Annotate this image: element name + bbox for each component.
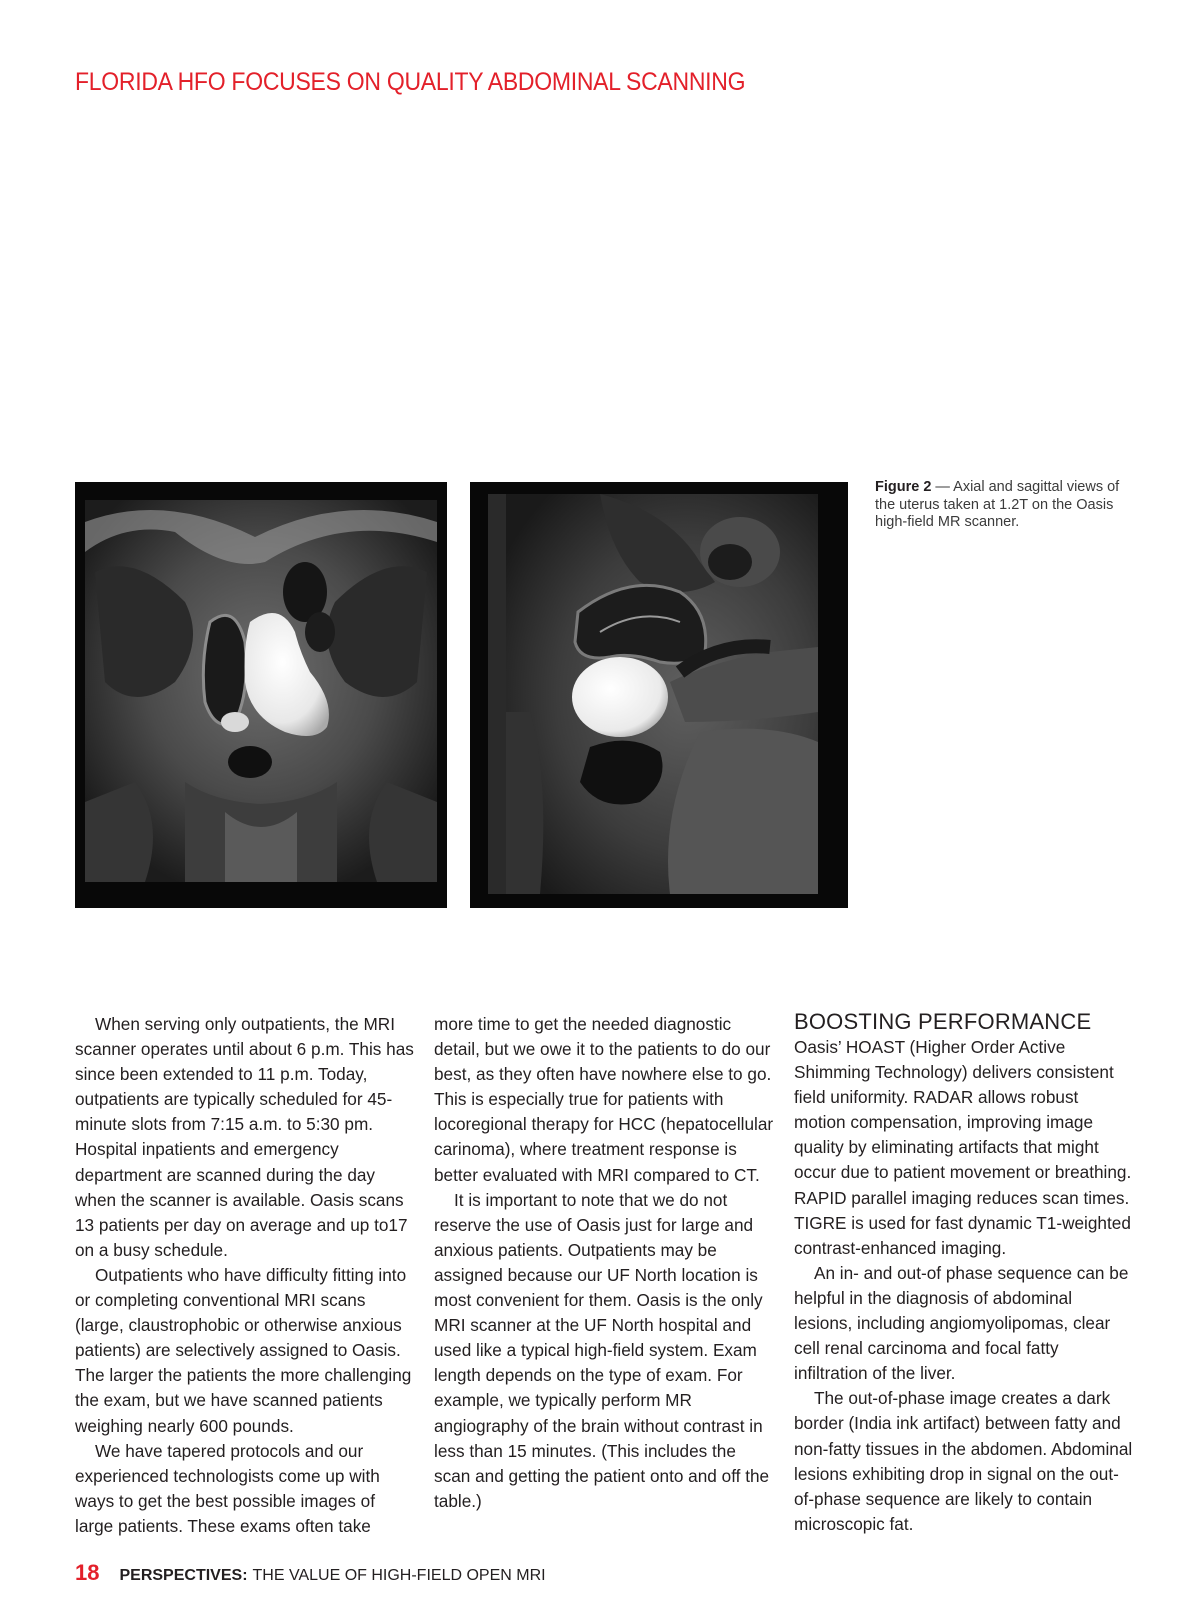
figure-label: Figure 2 <box>875 479 932 495</box>
paragraph: Outpatients who have difficulty fitting into or completing conventional MRI scans (large, claustrophobic or otherwise anxious patients) are selectively assigned to Oasis. The larger the patients the more challenging the exam, but we have scanned patients weighing nearly 600 pounds. <box>75 1264 412 1436</box>
page-headline: FLORIDA HFO FOCUSES ON QUALITY ABDOMINAL SCANNING <box>75 68 746 96</box>
text-column-1 <box>75 1012 415 1539</box>
publication-subtitle: THE VALUE OF HIGH-FIELD OPEN MRI <box>252 1567 546 1584</box>
paragraph: We have tapered protocols and our experienced technologists come up with ways to get the best possible images of large patients. These exams often take <box>75 1440 380 1536</box>
paragraph: more time to get the needed diagnostic detail, but we owe it to the patients to do our best, as they often have nowhere else to go. This is especially true for patients with locoregional therapy for HCC (hepatocellular carinoma), where treatment response is better evaluated with MRI compared to CT. <box>434 1014 774 1185</box>
page-number: 18 <box>75 1560 100 1585</box>
page-footer <box>75 1560 546 1586</box>
figure-caption-text: — Axial and sagittal views of the uterus taken at 1.2T on the Oasis high-field MR scanner. <box>875 479 1120 530</box>
publication-name: PERSPECTIVES: <box>119 1567 248 1584</box>
paragraph: It is important to note that we do not reserve the use of Oasis just for large and anxious patients. Outpatients may be assigned because our UF North location is most convenient for them. Oasis is the only MRI scanner at the UF North hospital and used like a typical high-field system. Exam length depends on the type of exam. For example, we typically perform MR angiography of the brain without contrast in less than 15 minutes. (This includes the scan and getting the patient onto and off the table.) <box>434 1189 770 1511</box>
mri-sagittal-image <box>470 482 848 908</box>
paragraph: Oasis’ HOAST (Higher Order Active Shimming Technology) delivers consistent field uniformity. RADAR allows robust motion compensation, improving image quality by eliminating artifacts that might occur due to patient movement or breathing. RAPID parallel imaging reduces scan times. TIGRE is used for fast dynamic T1-weighted contrast-enhanced imaging. <box>794 1037 1132 1258</box>
section-heading: BOOSTING PERFORMANCE <box>794 1009 1092 1034</box>
figure-caption <box>875 479 1130 532</box>
paragraph: The out-of-phase image creates a dark border (India ink artifact) between fatty and non-fatty tissues in the abdomen. Abdominal lesions exhibiting drop in signal on the out-of-phase sequence are likely to contain microscopic fat. <box>794 1388 1133 1534</box>
text-column-3 <box>794 1008 1134 1537</box>
mri-axial-image <box>75 482 447 908</box>
paragraph: When serving only outpatients, the MRI scanner operates until about 6 p.m. This has since been extended to 11 p.m. Today, outpatients are typically scheduled for 45-minute slots from 7:15 a.m. to 5:30 pm. Hospital inpatients and emergency department are scanned during the day when the scanner is available. Oasis scans 13 patients per day on average and up to17 on a busy schedule. <box>75 1014 414 1260</box>
text-column-2 <box>434 1012 774 1514</box>
paragraph: An in- and out-of phase sequence can be helpful in the diagnosis of abdominal lesions, including angiomyolipomas, clear cell renal carcinoma and focal fatty infiltration of the liver. <box>794 1262 1129 1384</box>
mri-axial-graphic <box>75 482 447 908</box>
mri-sagittal-graphic <box>470 482 848 908</box>
